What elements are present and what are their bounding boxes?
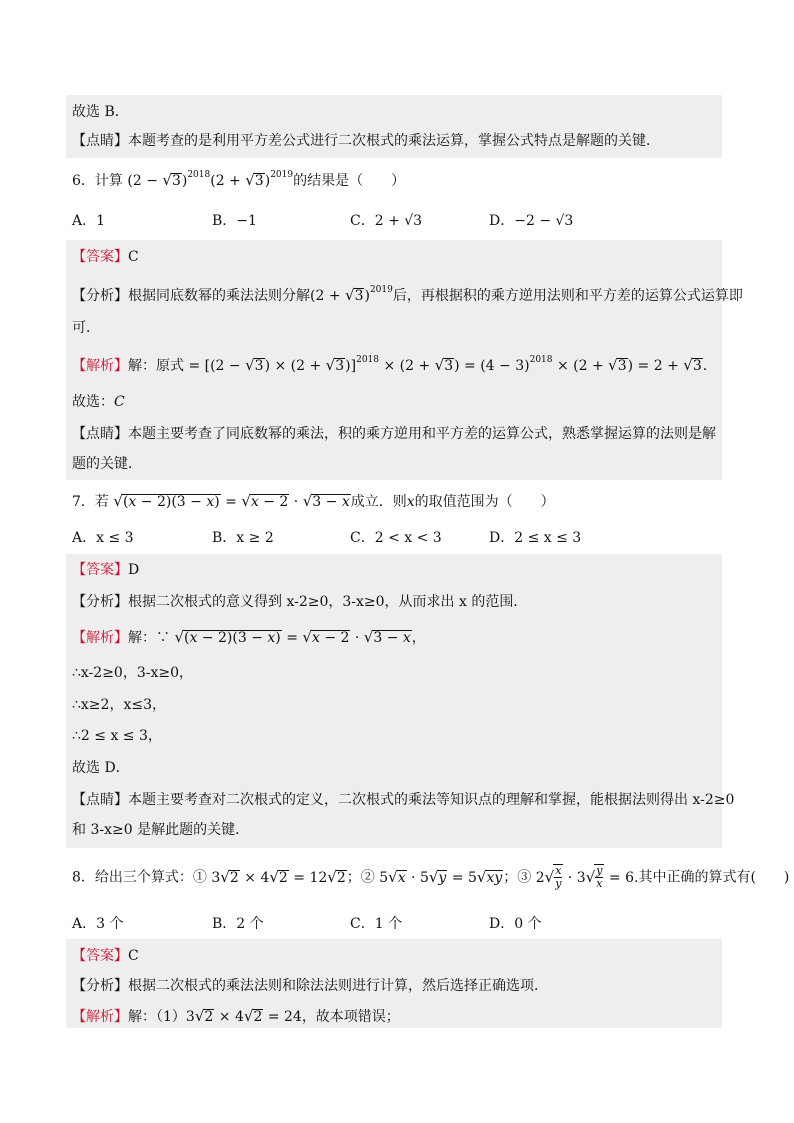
answer-q8: 【答案】C [72, 948, 139, 964]
dianjing-q6: 【点睛】本题主要考查了同底数幂的乘法，积的乘方逆用和平方差的运算公式，熟悉掌握运算的法则是解 [72, 426, 716, 442]
jiexi-q8: 【解析】解：（1）3√2 × 4√2 = 24，故本项错误； [72, 1007, 400, 1025]
option-c: C．1 个 [350, 916, 403, 932]
option-c: C．2 < x < 3 [350, 530, 442, 546]
option-d: D．2 ≤ x ≤ 3 [489, 530, 582, 546]
option-b: B．x ≥ 2 [212, 530, 274, 546]
step-3: ∴2 ≤ x ≤ 3， [72, 728, 162, 744]
question-8: 8．给出三个算式：① 3√2 × 4√2 = 12√2；② 5√x · 5√y = 5√xy；③ 2√ $\frac{x}{y}$ · 3√ $\frac{y}{x}$ = 6.其中正确的算式有( ) [72, 864, 790, 890]
dianjing-q7: 【点睛】本题主要考查对二次根式的定义，二次根式的乘法等知识点的理解和掌握，能根据法则得出 x-2≥0 [72, 792, 735, 808]
math-expression: $(2 - √3)^{2018}(2 + √3)^{2019}$ [127, 170, 294, 189]
option-d: D．−2 − √3 [489, 213, 574, 229]
dianjing-tag: 【点睛】 [72, 133, 128, 149]
fenxi-q8: 【分析】根据二次根式的乘法法则和除法法则进行计算，然后选择正确选项． [72, 978, 548, 994]
gu-xuan-q6: 故选：C [72, 394, 125, 410]
fenxi-q6-cont: 可． [72, 320, 100, 336]
answer-q6: 【答案】C [72, 249, 139, 265]
question-7: 7．若 √(x − 2)(3 − x) = √x − 2 · √3 − x成立．则x的取值范围为（ ） [72, 492, 555, 510]
dianjing-text: 本题考查的是利用平方差公式进行二次根式的乘法运算，掌握公式特点是解题的关键． [128, 133, 660, 149]
dianjing-q5 [72, 131, 660, 151]
option-c: C．2 + √3 [350, 213, 423, 229]
dianjing-q7-cont: 和 3-x≥0 是解此题的关键． [72, 822, 250, 838]
option-b: B．−1 [212, 213, 257, 229]
gu-xuan-q5: 故选 B． [72, 104, 129, 120]
jiexi-q7: 【解析】解：∵ √(x − 2)(3 − x) = √x − 2 · √3 − x， [72, 628, 426, 646]
option-b: B．2 个 [212, 916, 264, 932]
fenxi-q7: 【分析】根据二次根式的意义得到 x-2≥0，3-x≥0，从而求出 x 的范围． [72, 594, 528, 610]
question-6 [72, 169, 405, 192]
fenxi-q6: 【分析】根据同底数幂的乘法法则分解$(2 + √3)^{2019}$后，再根据积的乘方逆用法则和平方差的运算公式运算即 [72, 285, 743, 304]
step-2: ∴x≥2，x≤3， [72, 697, 166, 713]
jiexi-q6: 【解析】解：原式 = $[(2 - √3) \times (2 + √3)]^{2018} \times (2 + √3) = (4 - 3)^{2018} \times (2 + √3) = 2 + √3$． [72, 355, 717, 374]
question-prefix: 计算 [94, 173, 123, 189]
question-number: 6． [72, 173, 95, 189]
option-d: D．0 个 [489, 916, 542, 932]
answer-q7: 【答案】D [72, 562, 140, 578]
option-a: A．1 [72, 213, 106, 229]
dianjing-q6-cont: 题的关键． [72, 456, 142, 472]
question-suffix: 的结果是（ ） [293, 173, 406, 189]
option-a: A．3 个 [72, 916, 124, 932]
step-1: ∴x-2≥0，3-x≥0， [72, 665, 194, 681]
option-a: A．x ≤ 3 [72, 530, 134, 546]
gu-xuan-q7: 故选 D． [72, 760, 130, 776]
